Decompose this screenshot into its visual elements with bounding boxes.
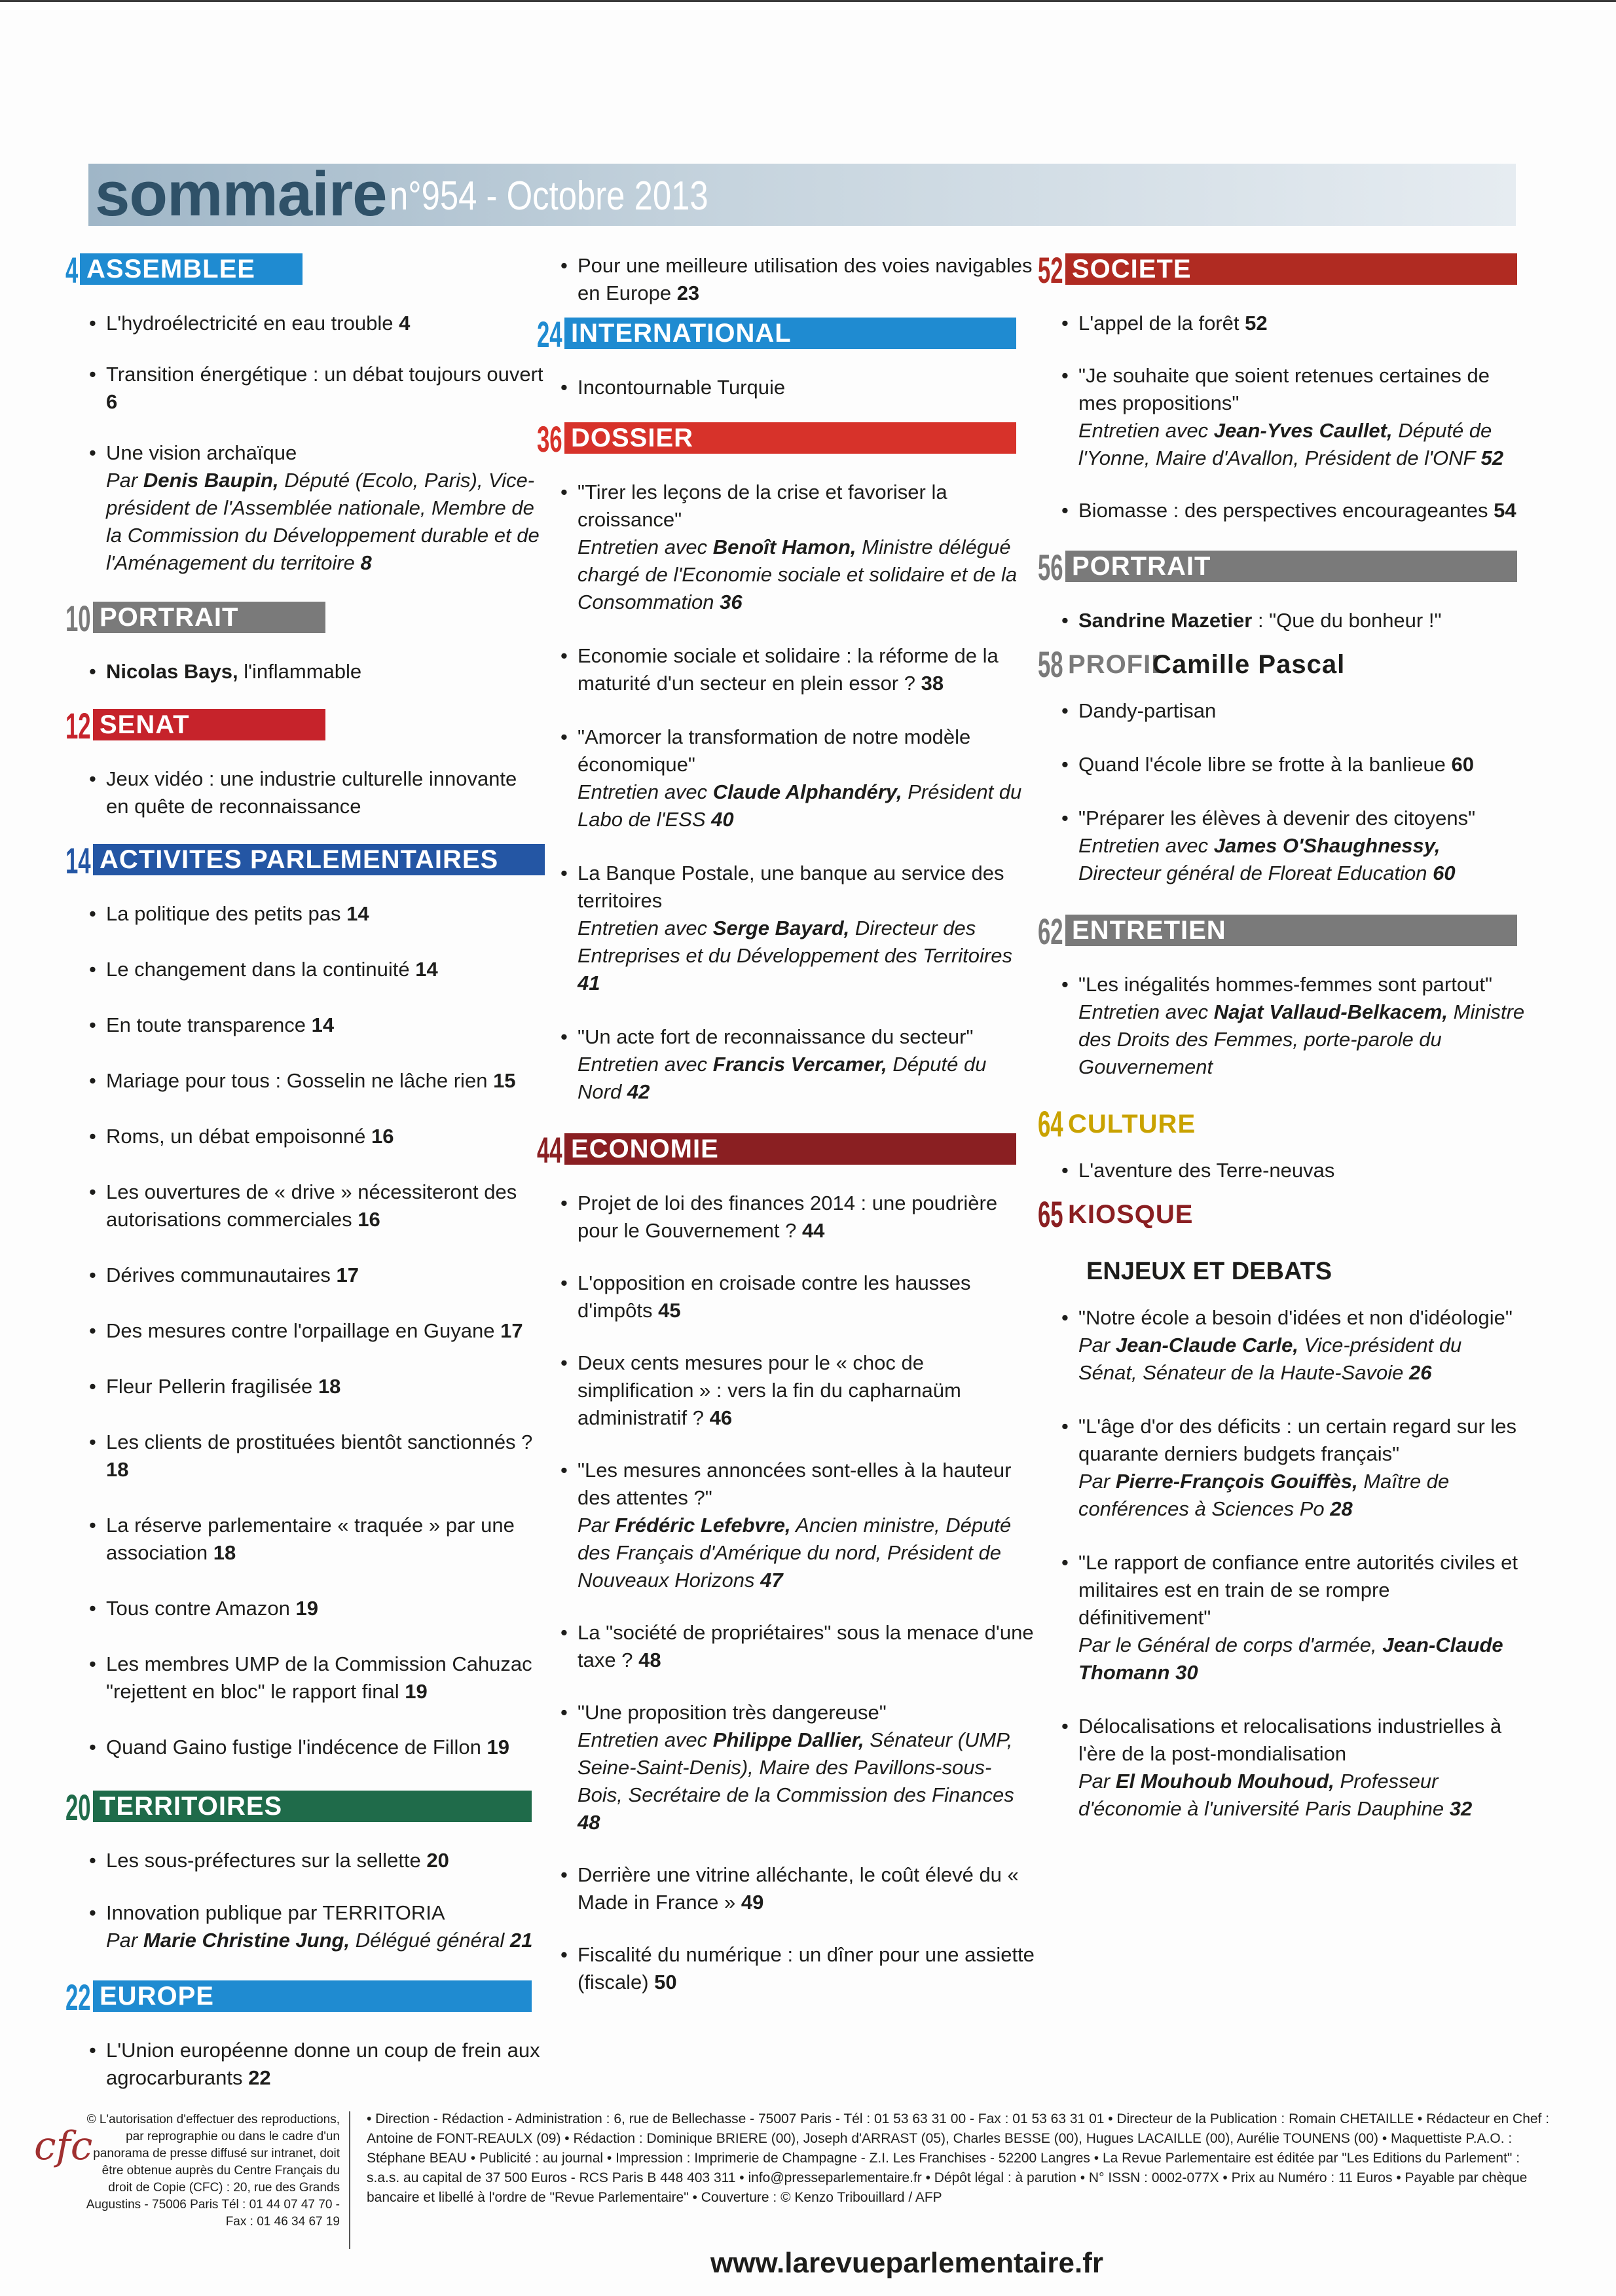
toc-entry[interactable] [65, 1899, 543, 1954]
entry-page: 15 [493, 1069, 516, 1092]
section-page-number: 62 [1038, 911, 1063, 952]
footer-credits: • Direction - Rédaction - Administration : 6, rue de Bellechasse - 75007 Paris - Tél : 01 53 63 31 00 - Fax : 01 53 63 31 01 • Directeur de la Publication : Romain CHETAILLE • Rédacteur en Chef : Antoine de FONT-REAULX (09) • Rédaction : Dominique BRIERE (00), Joseph d'ARRAST (05), Charles BESSE (00), Hugues LACAILLE (00), Aurélie TOUNENS (00) • Maquettiste P.A.O. : Stéphane BEAU • Publicité : au journal • Impression : Imprimerie de Champagne - Z.I. Les Franchises - 52200 Langres • La Revue Parlementaire est éditée par "Les Editions du Parlement" : s.a.s. au capital de 37 500 Euros - RCS Paris B 448 403 311 • info@presseparlementaire.fr • Dépôt légal : à parution • N° ISSN : 0002-077X • Prix au Numéro : 11 Euros • Payable par chèque bancaire et libellé à l'ordre de "Revue Parlementaire" • Couverture : © Kenzo Tribouillard / AFP [367, 2111, 1550, 2205]
entry-title: Innovation publique par TERRITORIA [106, 1901, 445, 1924]
section-page-number: 4 [65, 249, 79, 291]
toc-entry[interactable] [537, 1699, 1035, 1836]
toc-entry[interactable] [65, 1067, 543, 1095]
section-header-activites [65, 840, 543, 881]
entry-role: Directeur des Entreprises et du Développement des Territoires [578, 917, 1012, 967]
entry-title: Le changement dans la continuité [106, 958, 410, 981]
entry-byline-prefix: Par [106, 1929, 138, 1952]
entry-byline-prefix: Entretien avec [578, 1053, 708, 1076]
entry-title: Les sous-préfectures sur la sellette [106, 1849, 421, 1872]
entry-title: "Les inégalités hommes-femmes sont partout" [1078, 973, 1492, 996]
entry-author: Nicolas Bays, [106, 660, 238, 683]
entry-title: Pour une meilleure utilisation des voies navigables en Europe [578, 254, 1033, 304]
entry-title: L'opposition en croisade contre les hausses d'impôts [578, 1271, 971, 1322]
entry-author: Pierre-François Gouiffès, [1115, 1470, 1358, 1493]
entry-title: Derrière une vitrine alléchante, le coût élevé du « Made in France » [578, 1863, 1019, 1914]
section-header-international [537, 314, 1035, 355]
entry-page: 21 [509, 1929, 533, 1952]
entry-title: "Préparer les élèves à devenir des citoyens" [1078, 807, 1476, 829]
entry-title: "Notre école a besoin d'idées et non d'idéologie" [1078, 1306, 1513, 1329]
entry-page: 18 [213, 1541, 236, 1564]
section-page-number: 58 [1038, 644, 1063, 685]
entry-page: 45 [658, 1299, 681, 1322]
toc-entry[interactable] [1038, 1304, 1526, 1387]
toc-entry[interactable] [65, 361, 543, 416]
section-title: EUROPE [93, 1980, 532, 2012]
enjeux-heading: ENJEUX ET DEBATS [1086, 1258, 1332, 1285]
entry-author: El Mouhoub Mouhoud, [1115, 1770, 1334, 1793]
section-header-portrait [1038, 547, 1526, 588]
entry-title: La politique des petits pas [106, 902, 341, 925]
entry-author: Claude Alphandéry, [712, 780, 902, 803]
section-page-number: 12 [65, 705, 91, 746]
section-header-economie [537, 1129, 1035, 1171]
entry-byline-prefix: Entretien avec [1078, 1000, 1209, 1023]
entry-page: 48 [578, 1811, 600, 1834]
column-2 [537, 252, 1035, 2021]
section-title: ECONOMIE [564, 1133, 1016, 1165]
entry-byline [1078, 1768, 1526, 1823]
entry-page: 36 [720, 591, 743, 613]
toc-entry[interactable] [65, 1512, 543, 1567]
column-1 [65, 249, 543, 2114]
entry-byline [1078, 417, 1526, 472]
entry-page: 60 [1451, 753, 1474, 776]
entry-title: "Tirer les leçons de la crise et favoriser la croissance" [578, 481, 947, 531]
profil-name: Camille Pascal [1152, 650, 1346, 679]
entry-title: Transition énergétique : un débat toujours ouvert [106, 363, 543, 386]
toc-entry[interactable] [65, 1123, 543, 1150]
cfc-text: © L'autorisation d'effectuer des reproductions, par reprographie ou dans le cadre d'un panorama de presse diffusé sur intranet, doit être obtenue auprès du Centre Français du droit de Copie (CFC) : 20, rue des Grands Augustins - 75006 Paris Tél : 01 44 07 47 70 - Fax : 01 46 34 67 19 [86, 2113, 340, 2229]
masthead-issue: n°954 - Octobre 2013 [390, 173, 708, 219]
entry-title: Tous contre Amazon [106, 1597, 290, 1620]
entry-page: 19 [487, 1736, 510, 1758]
toc-entry[interactable] [65, 1847, 543, 1874]
entry-title: L'hydroélectricité en eau trouble [106, 312, 394, 335]
section-title: DOSSIER [564, 422, 1016, 454]
entry-page: 54 [1494, 499, 1516, 522]
entry-title: L'Union européenne donne un coup de frein aux agrocarburants [106, 2039, 540, 2089]
entry-role: Professeur d'économie à l'université Paris Dauphine [1078, 1770, 1444, 1820]
toc-entry[interactable] [537, 642, 1035, 697]
entry-title: Une vision archaïque [106, 441, 297, 464]
toc-entry[interactable] [1038, 697, 1526, 725]
section-header-kiosque [1038, 1194, 1526, 1235]
entry-page: 46 [709, 1406, 733, 1429]
masthead [88, 159, 1516, 229]
entry-byline-prefix: Entretien avec [1078, 419, 1209, 442]
column-3 [1038, 249, 1526, 1849]
toc-entry[interactable] [537, 1619, 1035, 1674]
entry-byline [1078, 998, 1526, 1081]
section-title: TERRITOIRES [93, 1791, 532, 1822]
entry-page: 23 [676, 282, 700, 304]
entry-page: 17 [500, 1319, 523, 1342]
toc-entry[interactable] [537, 252, 1035, 307]
toc-entry[interactable] [1038, 971, 1526, 1081]
section-header-assemblee [65, 249, 543, 291]
entry-page: 44 [801, 1219, 825, 1242]
entry-page: 28 [1330, 1497, 1353, 1520]
section-page-number: 44 [537, 1129, 562, 1171]
entry-author: Jean-Claude Carle, [1115, 1334, 1298, 1357]
section-header-profil [1038, 644, 1526, 685]
entry-title: Jeux vidéo : une industrie culturelle innovante en quête de reconnaissance [106, 767, 517, 818]
entry-page: 30 [1175, 1661, 1198, 1684]
entry-byline [578, 778, 1035, 833]
section-page-number: 52 [1038, 249, 1063, 291]
entry-byline [1078, 1631, 1526, 1686]
entry-byline-prefix: Entretien avec [578, 536, 708, 558]
entry-page: 41 [578, 972, 600, 994]
toc-entry[interactable] [537, 479, 1035, 616]
toc-entry[interactable] [65, 1011, 543, 1039]
entry-title: Incontournable Turquie [578, 376, 786, 399]
section-page-number: 64 [1038, 1103, 1063, 1144]
entry-page: 17 [336, 1264, 359, 1286]
toc-entry[interactable] [65, 1317, 543, 1345]
section-page-number: 56 [1038, 547, 1063, 588]
entry-byline-prefix: Entretien avec [578, 1728, 708, 1751]
toc-entry[interactable] [65, 1595, 543, 1622]
entry-byline [578, 1051, 1035, 1106]
entry-page: 20 [426, 1849, 449, 1872]
entry-title: "Je souhaite que soient retenues certaines de mes propositions" [1078, 364, 1490, 414]
entry-title: Les ouvertures de « drive » nécessiteront des autorisations commerciales [106, 1180, 517, 1231]
toc-entry[interactable] [65, 1650, 543, 1705]
cfc-notice [26, 2111, 350, 2249]
entry-title: La Banque Postale, une banque au service des territoires [578, 862, 1004, 912]
toc-entry[interactable] [537, 374, 1035, 401]
toc-entry[interactable] [1038, 1549, 1526, 1686]
entry-page: 18 [106, 1458, 129, 1481]
entry-title: Mariage pour tous : Gosselin ne lâche rien [106, 1069, 488, 1092]
entry-title: La "société de propriétaires" sous la menace d'une taxe ? [578, 1621, 1034, 1671]
entry-byline-prefix: Par [1078, 1334, 1111, 1357]
entry-role: Sénateur (UMP, Seine-Saint-Denis), Maire des Pavillons-sous-Bois, Secrétaire de la Commission des Finances [578, 1728, 1014, 1806]
entry-author: Benoît Hamon, [712, 536, 856, 558]
entry-title: Economie sociale et solidaire : la réforme de la maturité d'un secteur en plein essor ? [578, 644, 999, 695]
entry-role: Député de l'Yonne, Maire d'Avallon, Président de l'ONF [1078, 419, 1492, 469]
entry-page: 60 [1433, 862, 1456, 884]
section-page-number: 36 [537, 418, 562, 460]
entry-title: En toute transparence [106, 1013, 306, 1036]
toc-entry[interactable] [537, 1861, 1035, 1916]
section-header-senat [65, 705, 543, 746]
entry-byline [578, 534, 1035, 616]
entry-byline [578, 1726, 1035, 1836]
entry-role: Président du Labo de l'ESS [578, 780, 1022, 831]
toc-entry[interactable] [1038, 607, 1526, 634]
toc-entry[interactable] [65, 1734, 543, 1761]
toc-entry[interactable] [65, 658, 543, 685]
toc-entry[interactable] [65, 900, 543, 928]
entry-author: Philippe Dallier, [712, 1728, 864, 1751]
entry-byline [1078, 1332, 1526, 1387]
entry-title: Fleur Pellerin fragilisée [106, 1375, 313, 1398]
toc-entry[interactable] [1038, 1413, 1526, 1523]
section-title: PORTRAIT [1065, 551, 1517, 582]
entry-title: L'appel de la forêt [1078, 312, 1240, 335]
entry-page: 32 [1449, 1797, 1473, 1820]
toc-entry[interactable] [65, 1262, 543, 1289]
toc-entry[interactable] [537, 1941, 1035, 1996]
toc-entry[interactable] [537, 723, 1035, 833]
entry-page: 8 [360, 551, 372, 574]
entry-title: "Une proposition très dangereuse" [578, 1701, 887, 1724]
toc-entry[interactable] [537, 860, 1035, 997]
toc-entry[interactable] [537, 1457, 1035, 1594]
entry-role: Maître de conférences à Sciences Po [1078, 1470, 1450, 1520]
entry-role: Délégué général [355, 1929, 505, 1952]
entry-title: "Amorcer la transformation de notre modèle économique" [578, 725, 971, 776]
entry-title: Quand l'école libre se frotte à la banlieue [1078, 753, 1446, 776]
section-page-number: 20 [65, 1787, 91, 1828]
entry-title: "Le rapport de confiance entre autorités civiles et militaires est en train de se rompre définitivement" [1078, 1551, 1518, 1629]
entry-page: 52 [1480, 446, 1504, 469]
entry-title: L'aventure des Terre-neuvas [1078, 1159, 1335, 1182]
entry-author: Jean-Claude Thomann [1078, 1633, 1503, 1684]
entry-role: Ministre des Droits des Femmes, porte-parole du Gouvernement [1078, 1000, 1525, 1078]
section-title: KIOSQUE [1068, 1200, 1194, 1229]
entry-page: 38 [921, 672, 944, 695]
entry-page: 22 [248, 2066, 271, 2089]
entry-byline-prefix: Par le Général de corps d'armée, [1078, 1633, 1377, 1656]
entry-page: 19 [295, 1597, 318, 1620]
entry-author: Najat Vallaud-Belkacem, [1213, 1000, 1448, 1023]
toc-entry[interactable] [1038, 310, 1526, 337]
entry-title: Les clients de prostituées bientôt sanctionnés ? [106, 1430, 533, 1453]
section-header-entretien [1038, 911, 1526, 952]
entry-title: Dérives communautaires [106, 1264, 331, 1286]
entry-role: Député (Ecolo, Paris), Vice-président de l'Assemblée nationale, Membre de la Commission du Développement durable et de l'Aménagement du territoire [106, 469, 540, 574]
entry-byline-prefix: Entretien avec [1078, 834, 1209, 857]
entry-page: 14 [415, 958, 438, 981]
entry-title: Projet de loi des finances 2014 : une poudrière pour le Gouvernement ? [578, 1192, 998, 1242]
entry-page: 49 [741, 1891, 764, 1914]
entry-title: Dandy-partisan [1078, 699, 1217, 722]
entry-page: 47 [760, 1569, 783, 1592]
entry-role: Député du Nord [578, 1053, 987, 1103]
toc-entry[interactable] [65, 439, 543, 577]
entry-author: Francis Vercamer, [712, 1053, 887, 1076]
entry-title: La réserve parlementaire « traquée » par une association [106, 1514, 515, 1564]
masthead-title: sommaire [95, 159, 387, 229]
section-header-culture [1038, 1103, 1526, 1144]
section-title: INTERNATIONAL [564, 318, 1016, 349]
entry-author: Frédéric Lefebvre, [614, 1514, 791, 1537]
entry-title: Les membres UMP de la Commission Cahuzac "rejettent en bloc" le rapport final [106, 1652, 532, 1703]
toc-entry[interactable] [1038, 497, 1526, 524]
toc-entry[interactable] [1038, 1157, 1526, 1184]
entry-author: Serge Bayard, [712, 917, 850, 939]
entry-page: 48 [638, 1649, 661, 1671]
section-header-dossier [537, 418, 1035, 460]
entry-byline [578, 915, 1035, 997]
entry-title: Quand Gaino fustige l'indécence de Fillon [106, 1736, 481, 1758]
section-title: PORTRAIT [93, 602, 325, 633]
section-title: PROFIL [1068, 650, 1168, 679]
entry-page: 4 [399, 312, 411, 335]
entry-role: Ministre délégué chargé de l'Economie sociale et solidaire et de la Consommation [578, 536, 1018, 613]
entry-author: Denis Baupin, [143, 469, 279, 492]
entry-title: "L'âge d'or des déficits : un certain regard sur les quarante derniers budgets français" [1078, 1415, 1517, 1465]
section-header-societe [1038, 249, 1526, 291]
entry-byline-prefix: Par [106, 469, 138, 492]
section-title: SENAT [93, 709, 325, 740]
toc-entry[interactable] [1038, 362, 1526, 472]
entry-page: 19 [405, 1680, 428, 1703]
entry-title: "Les mesures annoncées sont-elles à la hauteur des attentes ?" [578, 1459, 1012, 1509]
entry-byline [1078, 1468, 1526, 1523]
site-url[interactable]: www.larevueparlementaire.fr [710, 2247, 1103, 2279]
entry-role: Ancien ministre, Député des Français d'Amérique du nord, Président de Nouveaux Horizons [578, 1514, 1012, 1592]
entry-role: Vice-président du Sénat, Sénateur de la Haute-Savoie [1078, 1334, 1462, 1384]
section-title: SOCIETE [1065, 253, 1517, 285]
section-header-europe [65, 1977, 543, 2018]
toc-entry[interactable] [1038, 751, 1526, 778]
entry-page: 40 [711, 808, 734, 831]
entry-title: Délocalisations et relocalisations industrielles à l'ère de la post-mondialisation [1078, 1715, 1502, 1765]
section-title: ASSEMBLEE [80, 253, 303, 285]
entry-byline-prefix: Par [1078, 1470, 1111, 1493]
entry-title: Deux cents mesures pour le « choc de simplification » : vers la fin du capharnaüm administratif ? [578, 1351, 961, 1429]
toc-entry[interactable] [65, 2037, 543, 2092]
entry-byline-prefix: Par [578, 1514, 610, 1537]
toc-entry[interactable] [65, 1178, 543, 1233]
entry-byline [578, 1512, 1035, 1594]
entry-title: l'inflammable [244, 660, 362, 683]
section-header-territoires [65, 1787, 543, 1828]
section-title: CULTURE [1068, 1110, 1196, 1139]
section-page-number: 24 [537, 314, 562, 355]
toc-entry[interactable] [65, 956, 543, 983]
toc-entry[interactable] [1038, 805, 1526, 887]
toc-entry[interactable] [537, 1190, 1035, 1245]
section-title: ACTIVITES PARLEMENTAIRES [93, 844, 545, 875]
section-header-portrait [65, 598, 543, 639]
entry-byline-prefix: Entretien avec [578, 917, 708, 939]
entry-page: 6 [106, 390, 118, 413]
entry-page: 18 [318, 1375, 341, 1398]
entry-page: 42 [627, 1080, 650, 1103]
entry-title: Roms, un débat empoisonné [106, 1125, 366, 1148]
top-rule [0, 0, 1616, 2]
entry-title: : "Que du bonheur !" [1257, 609, 1442, 632]
entry-byline [1078, 832, 1526, 887]
entry-page: 26 [1408, 1361, 1432, 1384]
section-title: ENTRETIEN [1065, 915, 1517, 946]
section-page-number: 22 [65, 1977, 91, 2018]
entry-title: Fiscalité du numérique : un dîner pour une assiette (fiscale) [578, 1943, 1035, 1994]
toc-entry[interactable] [65, 1429, 543, 1484]
cfc-logo: cfc [34, 2123, 93, 2169]
toc-entry[interactable] [1038, 1713, 1526, 1823]
section-page-number: 14 [65, 840, 91, 881]
entry-page: 14 [311, 1013, 335, 1036]
toc-entry[interactable] [537, 1023, 1035, 1106]
entry-byline [106, 467, 543, 577]
entry-byline-prefix: Par [1078, 1770, 1111, 1793]
entry-title: "Un acte fort de reconnaissance du secteur" [578, 1025, 974, 1048]
section-page-number: 10 [65, 598, 91, 639]
entry-author: Sandrine Mazetier [1078, 609, 1253, 632]
entry-title: Biomasse : des perspectives encourageantes [1078, 499, 1488, 522]
toc-entry[interactable] [537, 1269, 1035, 1324]
entry-author: Jean-Yves Caullet, [1213, 419, 1393, 442]
entry-title: Des mesures contre l'orpaillage en Guyane [106, 1319, 495, 1342]
entry-page: 50 [654, 1971, 677, 1994]
toc-entry[interactable] [65, 310, 543, 337]
section-page-number: 65 [1038, 1194, 1063, 1235]
toc-entry[interactable] [65, 1373, 543, 1400]
entry-page: 16 [358, 1208, 380, 1231]
entry-page: 16 [371, 1125, 394, 1148]
entry-author: James O'Shaughnessy, [1213, 834, 1441, 857]
entry-author: Marie Christine Jung, [143, 1929, 350, 1952]
entry-page: 14 [346, 902, 369, 925]
entry-byline [106, 1927, 543, 1954]
entry-role: Directeur général de Floreat Education [1078, 862, 1427, 884]
entry-page: 52 [1245, 312, 1268, 335]
toc-entry[interactable] [537, 1349, 1035, 1432]
toc-entry[interactable] [65, 765, 543, 820]
entry-byline-prefix: Entretien avec [578, 780, 708, 803]
